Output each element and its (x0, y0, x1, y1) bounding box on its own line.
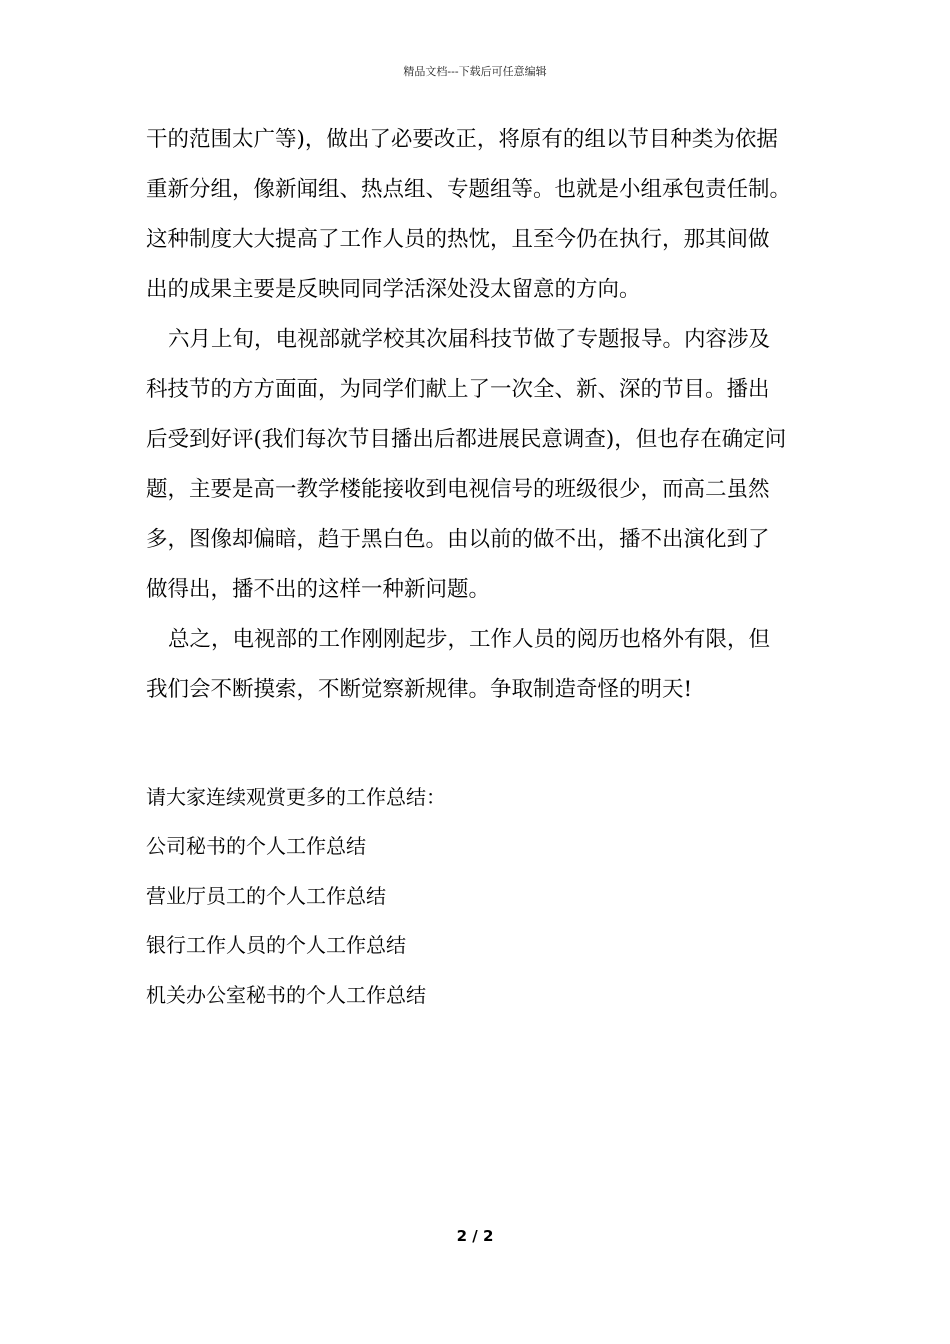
paragraph-2-line-3: 后受到好评(我们每次节目播出后都进展民意调查)，但也存在确定问 (146, 427, 787, 452)
paragraph-1-line-4: 出的成果主要是反映同同学活深处没太留意的方向。 (146, 277, 641, 302)
page-header: 精品文档---下载后可任意编辑 (403, 65, 547, 78)
paragraph-2-line-1: 六月上旬，电视部就学校其次届科技节做了专题报导。内容涉及 (168, 327, 771, 352)
paragraph-3-line-1: 总之，电视部的工作刚刚起步，工作人员的阅历也格外有限，但 (168, 627, 771, 652)
related-link[interactable]: 银行工作人员的个人工作总结 (146, 933, 406, 957)
paragraph-1-line-1: 干的范围太广等)，做出了必要改正，将原有的组以节目种类为依据 (146, 127, 778, 152)
page-number: 2 / 2 (456, 1227, 494, 1245)
related-link[interactable]: 机关办公室秘书的个人工作总结 (146, 983, 426, 1007)
paragraph-3-line-2: 我们会不断摸索，不断觉察新规律。争取制造奇怪的明天! (146, 677, 693, 702)
paragraph-2-line-2: 科技节的方方面面，为同学们献上了一次全、新、深的节目。播出 (146, 377, 770, 402)
paragraph-2-line-5: 多，图像却偏暗，趋于黑白色。由以前的做不出，播不出演化到了 (146, 527, 770, 552)
related-link[interactable]: 营业厅员工的个人工作总结 (146, 884, 386, 908)
related-link[interactable]: 公司秘书的个人工作总结 (146, 834, 366, 858)
paragraph-2-line-4: 题，主要是高一教学楼能接收到电视信号的班级很少，而高二虽然 (146, 477, 770, 502)
related-intro: 请大家连续观赏更多的工作总结： (146, 785, 446, 809)
paragraph-2-line-6: 做得出，播不出的这样一种新问题。 (146, 577, 491, 602)
paragraph-1-line-2: 重新分组，像新闻组、热点组、专题组等。也就是小组承包责任制。 (146, 177, 792, 202)
paragraph-1-line-3: 这种制度大大提高了工作人员的热忱，且至今仍在执行，那其间做 (146, 227, 770, 252)
